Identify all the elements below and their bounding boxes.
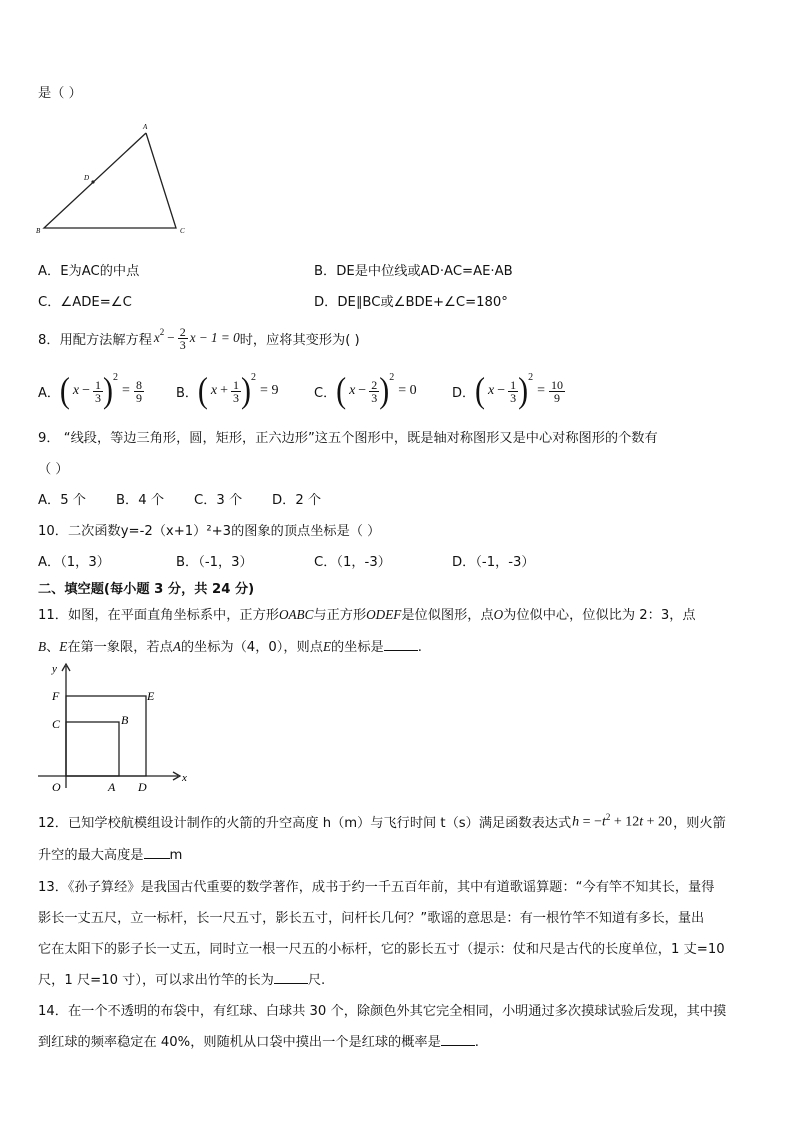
q12-unit: m: [169, 848, 183, 863]
q8-option-c-label: C．: [314, 385, 337, 401]
paren-close: ): [379, 370, 390, 411]
q11-e1: E: [59, 639, 68, 654]
q11-text-a: 11．如图，在平面直角坐标系中，正方形: [38, 608, 279, 623]
q8-option-b: [176, 368, 278, 414]
q8-option-d: [452, 368, 565, 414]
q11-sep: 、: [46, 640, 60, 655]
q12-h: h: [572, 814, 580, 830]
q8c-d: 3: [371, 390, 378, 405]
q8b-rhs: = 9: [260, 383, 279, 398]
q11-text-g: 的坐标是: [331, 640, 384, 655]
q12-text-a: 升空的最大高度是: [38, 848, 144, 863]
q8-eq-rest: x − 1 = 0: [189, 330, 240, 345]
q11-line1: [38, 604, 696, 623]
q13-line2: 影长一丈五尺，立一标杆，长一尺五寸，影长五寸，问杆长几何？”歌谣的意思是：有一根竹竿不知道有多长，量出: [38, 911, 705, 926]
q8c-sup: 2: [389, 371, 395, 383]
label-e: E: [147, 689, 155, 703]
q10-stem: 10．二次函数y=-2（x+1）²+3的图象的顶点坐标是（ ）: [38, 524, 381, 539]
q8-option-a-label: A．: [38, 385, 60, 401]
section-heading: 二、填空题(每小题 3 分，共 24 分): [38, 582, 255, 597]
q8c-x: x: [349, 383, 356, 398]
q8c-sign: −: [358, 383, 367, 398]
q8-eq-fraction: [178, 326, 188, 351]
q11-oabc: OABC: [278, 607, 314, 622]
paren-open: (: [59, 370, 70, 411]
q8d-eq: =: [537, 383, 546, 398]
q11-b: B: [38, 639, 47, 654]
q8d-n: 1: [510, 377, 517, 392]
q8d-d: 3: [510, 390, 517, 405]
q12-eq: = −: [579, 814, 602, 830]
q12-sup: 2: [605, 811, 611, 822]
q8a-sign: −: [82, 383, 91, 398]
paren-close: ): [518, 370, 529, 411]
q8-option-b-label: B．: [176, 385, 198, 401]
q13-line4: [38, 969, 325, 988]
q9-line1: 9． “线段，等边三角形，圆，矩形，正六边形”这五个图形中，既是轴对称图形又是中心对称图形的个数有: [38, 431, 658, 446]
q7-option-b: B．DE是中位线或AD·AC=AE·AB: [314, 264, 513, 279]
point-d-marker: [91, 180, 94, 183]
q8c-rhs: = 0: [398, 383, 417, 398]
label-b: B: [36, 227, 41, 235]
q8-option-c: [314, 368, 417, 414]
paren-close: ): [241, 370, 252, 411]
q8a-eq: =: [122, 383, 130, 398]
q11-o: O: [493, 607, 504, 622]
q13-text-b: 尺.: [307, 973, 326, 988]
q8-eq-x: x: [153, 330, 160, 345]
q8-eq-den: 3: [179, 337, 186, 352]
q10-option-d: D．（-1，-3）: [452, 555, 535, 570]
label-d: D: [84, 174, 90, 182]
q10-option-b: B．（-1，3）: [176, 555, 253, 570]
q13-line3: 它在太阳下的影子长一丈五，同时立一根一尺五的小标杆，它的影长五寸（提示：仗和尺是古代的长度单位，1 丈=10: [38, 942, 725, 957]
label-a: A: [108, 780, 116, 794]
q12-tail: + 20: [643, 814, 673, 830]
q14-line2: [38, 1031, 479, 1050]
label-y: y: [52, 663, 57, 675]
q8-eq-minus: −: [167, 330, 175, 345]
q12-line1: [38, 810, 726, 832]
q11-text-b: 与正方形: [313, 608, 367, 623]
q12-rest: + 12: [610, 814, 640, 830]
q8d-x: x: [488, 383, 495, 398]
q8d-rhs-d: 9: [554, 390, 561, 405]
q8b-x: x: [210, 383, 218, 398]
q10-option-a: A．（1，3）: [38, 555, 110, 570]
q8a-d: 3: [95, 390, 102, 405]
q8-eq-sup: 2: [159, 327, 165, 337]
paren-open: (: [475, 370, 486, 411]
q7-triangle-figure: [30, 118, 200, 238]
q12-line1-end: ，则火箭: [673, 815, 726, 831]
label-o: O: [52, 780, 61, 794]
q11-text-e: 在第一象限，若点: [67, 640, 173, 655]
paren-open: (: [336, 370, 347, 411]
q11-text-f: 的坐标为（4，0），则点: [180, 640, 323, 655]
q8d-sup: 2: [528, 371, 534, 383]
label-b: B: [121, 713, 129, 727]
q8-option-a: [38, 368, 144, 414]
q8a-n: 1: [95, 377, 102, 392]
q8-suffix: 时，应将其变形为( ): [239, 332, 360, 348]
q8b-sup: 2: [251, 371, 257, 383]
q11-coordinate-figure: [30, 660, 200, 795]
q8b-d: 3: [233, 390, 240, 405]
q14-line1: 14．在一个不透明的布袋中，有红球、白球共 30 个，除颜色外其它完全相同，小明通过多次摸球试验后发现，其中摸: [38, 1004, 727, 1019]
q14-text-b: .: [474, 1035, 479, 1050]
q12-answer-blank: [144, 846, 170, 859]
paren-open: (: [197, 370, 208, 411]
q11-text-h: .: [417, 640, 422, 655]
q8d-frac: [508, 379, 518, 404]
q7-option-c: C．∠ADE=∠C: [38, 295, 132, 310]
q11-e2: E: [322, 639, 331, 654]
q9-option-a: A．5 个: [38, 493, 86, 508]
q7-option-a: A．E为AC的中点: [38, 264, 140, 279]
q12-t: t: [601, 814, 606, 830]
q13-text-a: 尺，1 尺=10 寸），可以求出竹竿的长为: [38, 973, 274, 988]
triangle-outline: [44, 133, 176, 228]
q8a-sup: 2: [113, 371, 119, 383]
q11-text-d: 为位似中心，位似比为 2：3，点: [503, 608, 696, 623]
label-x: x: [182, 772, 187, 784]
q12-t2: t: [639, 814, 644, 830]
q8-eq-num: 2: [179, 324, 186, 339]
q8a-rhs-d: 9: [135, 390, 142, 405]
q7-option-d: D．DE∥BC或∠BDE+∠C=180°: [314, 295, 508, 310]
q10-option-c: C．（1，-3）: [314, 555, 391, 570]
q11-text-c: 是位似图形，点: [401, 608, 494, 623]
q11-a: A: [172, 639, 181, 654]
q8c-n: 2: [371, 377, 378, 392]
q9-option-d: D．2 个: [272, 493, 322, 508]
q12-text: 12．已知学校航模组设计制作的火箭的升空高度 h（m）与飞行时间 t（s）满足函数表达式: [38, 815, 572, 831]
q11-answer-blank: [384, 638, 418, 651]
label-d: D: [138, 780, 147, 794]
q13-line1: 13．《孙子算经》是我国古代重要的数学著作，成书于约一千五百年前，其中有道歌谣算题：“今有竿不知其长，量得: [38, 880, 715, 895]
q9-option-c: C．3 个: [194, 493, 243, 508]
q8d-sign: −: [497, 383, 506, 398]
q13-answer-blank: [274, 971, 308, 984]
q9-option-b: B．4 个: [116, 493, 165, 508]
q8c-frac: [369, 379, 379, 404]
label-f: F: [52, 689, 60, 703]
q11-odef: ODEF: [366, 607, 402, 622]
square-oabc: [66, 722, 119, 776]
q8a-rhs: [134, 379, 144, 404]
q12-formula: [572, 812, 672, 831]
q14-answer-blank: [441, 1033, 475, 1046]
q8-prefix: 8．用配方法解方程: [38, 332, 152, 348]
q8b-sign: +: [220, 383, 229, 398]
square-odef: [66, 696, 146, 776]
q8d-rhs-n: 10: [551, 377, 564, 392]
q8-stem: [38, 324, 360, 352]
q9-line2: （ ）: [38, 462, 69, 477]
q7-stem-tail: 是（ ）: [38, 86, 82, 101]
q8b-frac: [231, 379, 241, 404]
q8-option-d-label: D．: [452, 385, 476, 401]
paren-close: ): [103, 370, 114, 411]
label-c: C: [52, 717, 61, 731]
q8a-frac: [93, 379, 103, 404]
label-c: C: [180, 227, 185, 235]
q11-line2: [38, 636, 422, 655]
label-a: A: [143, 123, 148, 131]
q8b-n: 1: [233, 377, 240, 392]
q8a-x: x: [72, 383, 80, 398]
q14-text-a: 到红球的频率稳定在 40%，则随机从口袋中摸出一个是红球的概率是: [38, 1035, 441, 1050]
q8d-rhs: [549, 379, 565, 404]
q8a-rhs-n: 8: [135, 377, 142, 392]
q12-line2: [38, 844, 182, 863]
